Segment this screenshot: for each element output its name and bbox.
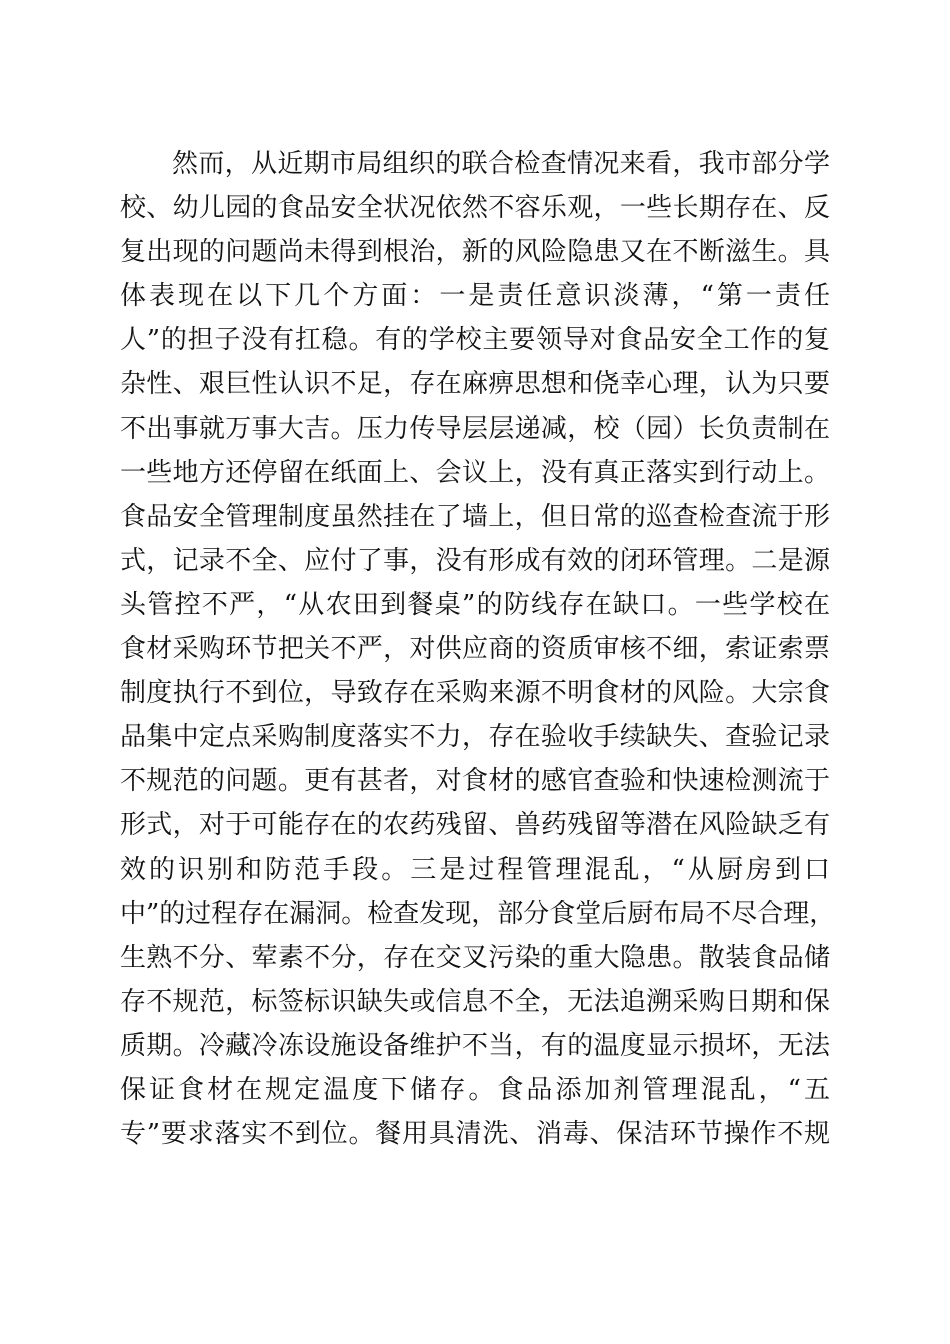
paragraph-line: 质期。冷藏冷冻设施设备维护不当，有的温度显示损坏，无法 (120, 1030, 830, 1061)
paragraph-line: 中”的过程存在漏洞。检查发现，部分食堂后厨布局不尽合理， (120, 898, 836, 929)
paragraph-line: 然而，从近期市局组织的联合检查情况来看，我市部分学 (172, 149, 830, 179)
body-paragraph (120, 142, 836, 1156)
paragraph-line: 不出事就万事大吉。压力传导层层递减，校（园）长负责制在 (120, 413, 830, 444)
paragraph-line: 食品安全管理制度虽然挂在了墙上，但日常的巡查检查流于形 (120, 501, 830, 532)
paragraph-line: 人”的担子没有扛稳。有的学校主要领导对食品安全工作的复 (120, 325, 830, 356)
paragraph-line: 专”要求落实不到位。餐用具清洗、消毒、保洁环节操作不规 (120, 1119, 830, 1150)
paragraph-line: 制度执行不到位，导致存在采购来源不明食材的风险。大宗食 (120, 678, 830, 709)
paragraph-line: 复出现的问题尚未得到根治，新的风险隐患又在不断滋生。具 (120, 237, 830, 268)
paragraph-line: 生熟不分、荤素不分，存在交叉污染的重大隐患。散装食品储 (120, 942, 830, 973)
paragraph-line: 保证食材在规定温度下储存。食品添加剂管理混乱，“五 (120, 1074, 830, 1105)
paragraph-line: 杂性、艰巨性认识不足，存在麻痹思想和侥幸心理，认为只要 (120, 369, 830, 400)
paragraph-line: 存不规范，标签标识缺失或信息不全，无法追溯采购日期和保 (120, 986, 830, 1017)
paragraph-line: 不规范的问题。更有甚者，对食材的感官查验和快速检测流于 (120, 766, 830, 797)
paragraph-line: 头管控不严，“从农田到餐桌”的防线存在缺口。一些学校在 (120, 589, 830, 620)
paragraph-line: 体表现在以下几个方面：一是责任意识淡薄，“第一责任 (120, 281, 830, 312)
paragraph-line: 校、幼儿园的食品安全状况依然不容乐观，一些长期存在、反 (120, 193, 830, 224)
paragraph-line: 食材采购环节把关不严，对供应商的资质审核不细，索证索票 (120, 634, 830, 665)
paragraph-line: 形式，对于可能存在的农药残留、兽药残留等潜在风险缺乏有 (120, 810, 830, 841)
paragraph-line: 式，记录不全、应付了事，没有形成有效的闭环管理。二是源 (120, 545, 830, 576)
paragraph-line: 品集中定点采购制度落实不力，存在验收手续缺失、查验记录 (120, 722, 830, 753)
paragraph-line: 一些地方还停留在纸面上、会议上，没有真正落实到行动上。 (120, 457, 830, 488)
paragraph-line: 效的识别和防范手段。三是过程管理混乱，“从厨房到口 (120, 854, 830, 885)
